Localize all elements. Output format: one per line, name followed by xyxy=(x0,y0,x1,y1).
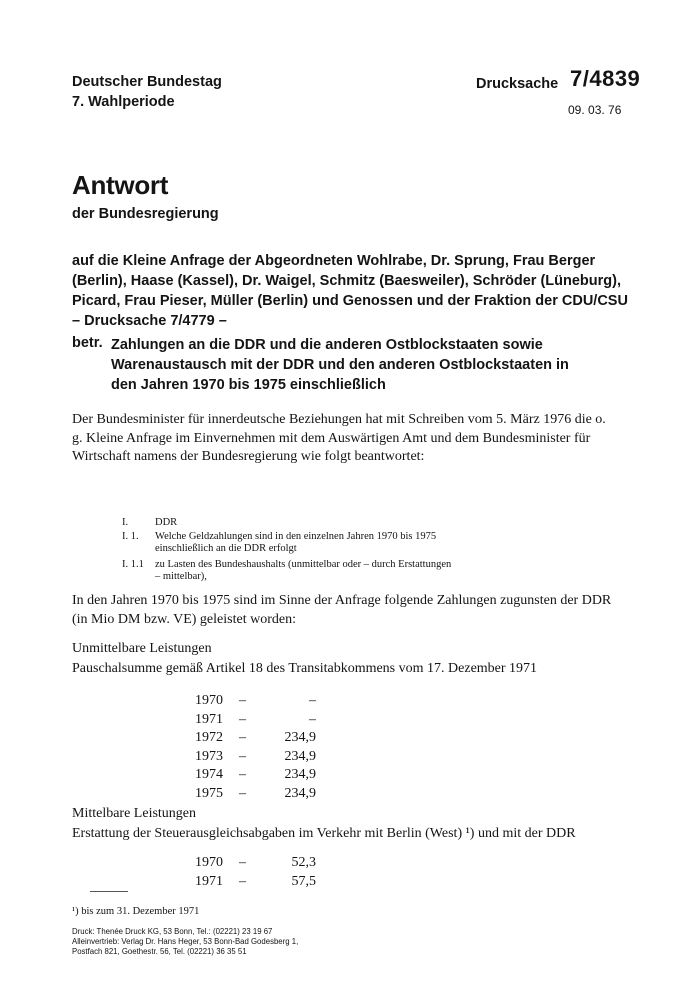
doc-label: Drucksache xyxy=(476,76,559,92)
value-cell: 52,3 xyxy=(291,855,316,871)
section-heading-direct: Unmittelbare Leistungen xyxy=(72,641,212,656)
question-text: Welche Geldzahlungen sind in den einzelnen Jahren 1970 bis 1975 einschließlich an die DDR erfolgt xyxy=(155,531,437,554)
question-text: zu Lasten des Bundeshaushalts (unmittelbar oder – durch Erstattungen – mittelbar), xyxy=(155,559,452,582)
value-cell: 234,9 xyxy=(284,730,316,746)
year-cell: 1974 xyxy=(195,767,223,783)
page-subtitle: der Bundesregierung xyxy=(72,206,219,222)
dash-cell: – xyxy=(239,855,246,871)
payments-table-indirect xyxy=(195,854,316,891)
answer-paragraph: Der Bundesminister für innerdeutsche Beziehungen hat mit Schreiben vom 5. März 1976 die o. g. Kleine Anfrage im Einvernehmen mit dem Auswärtigen Amt und dem Bundesminister für Wirtschaft namens der Bundesregierung wie folgt beantwortet: xyxy=(72,412,606,465)
question-number: I. 1.1 xyxy=(122,559,144,570)
dash-cell: – xyxy=(239,748,246,764)
payments-table-direct xyxy=(195,692,316,803)
section-description-indirect: Erstattung der Steuerausgleichsabgaben im Verkehr mit Berlin (West) ¹) und mit der DDR xyxy=(72,826,576,841)
dash-cell: – xyxy=(239,693,246,709)
intro-text: auf die Kleine Anfrage der Abgeordneten Wohlrabe, Dr. Sprung, Frau Berger (Berlin), Haase (Kassel), Dr. Waigel, Schmitz (Baesweiler), Schröder (Lüneburg), Picard, Frau Pieser, Müller (Berlin) und Genossen und der Fraktion der CDU/CSU – Drucksache 7/4779 – xyxy=(72,253,628,329)
question-text: DDR xyxy=(155,517,178,528)
subject-label: betr. xyxy=(72,335,103,351)
value-cell: 234,9 xyxy=(284,767,316,783)
dash-cell: – xyxy=(239,730,246,746)
value-cell: 57,5 xyxy=(291,873,316,889)
page-title: Antwort xyxy=(72,170,169,200)
footnote-divider xyxy=(90,891,128,892)
institution: Deutscher Bundestag xyxy=(72,74,222,90)
table-row xyxy=(195,711,316,730)
dash-cell: – xyxy=(239,873,246,889)
value-cell: – xyxy=(309,693,316,709)
table-row xyxy=(195,729,316,748)
address-line: Postfach 821, Goethestr. 56, Tel. (02221) 36 35 51 xyxy=(72,946,247,956)
table-row xyxy=(195,785,316,804)
table-row xyxy=(195,766,316,785)
subject-text: Zahlungen an die DDR und die anderen Ostblockstaaten sowie Warenaustausch mit der DDR und den anderen Ostblockstaaten in den Jahren 1970 bis 1975 einschließlich xyxy=(111,337,569,393)
question-number: I. 1. xyxy=(122,531,139,542)
value-cell: 234,9 xyxy=(284,748,316,764)
section-heading-indirect: Mittelbare Leistungen xyxy=(72,806,197,821)
value-cell: 234,9 xyxy=(284,785,316,801)
legislative-period: 7. Wahlperiode xyxy=(72,94,175,110)
year-cell: 1971 xyxy=(195,711,223,727)
value-cell: – xyxy=(309,711,316,727)
year-cell: 1973 xyxy=(195,748,223,764)
year-cell: 1971 xyxy=(195,873,223,889)
printer-line: Druck: Thenée Druck KG, 53 Bonn, Tel.: (02221) 23 19 67 xyxy=(72,927,273,936)
distributor-line: Alleinvertrieb: Verlag Dr. Hans Heger, 53 Bonn-Bad Godesberg 1, xyxy=(72,936,299,946)
table-row xyxy=(195,692,316,711)
footnote: ¹) bis zum 31. Dezember 1971 xyxy=(72,906,200,917)
table-row xyxy=(195,748,316,767)
table-row xyxy=(195,854,316,873)
dash-cell: – xyxy=(239,711,246,727)
doc-number: 7/4839 xyxy=(570,66,641,91)
year-cell: 1975 xyxy=(195,785,223,801)
dash-cell: – xyxy=(239,785,246,801)
printer-info xyxy=(72,927,298,956)
year-cell: 1972 xyxy=(195,730,223,746)
table-row xyxy=(195,873,316,892)
year-cell: 1970 xyxy=(195,855,223,871)
doc-date: 09. 03. 76 xyxy=(568,103,622,117)
dash-cell: – xyxy=(239,767,246,783)
header-left xyxy=(72,72,222,112)
question-number: I. xyxy=(122,517,129,528)
year-cell: 1970 xyxy=(195,693,223,709)
payments-paragraph: In den Jahren 1970 bis 1975 sind im Sinne der Anfrage folgende Zahlungen zugunsten der DDR (in Mio DM bzw. VE) geleistet worden: xyxy=(72,593,612,627)
section-description-direct: Pauschalsumme gemäß Artikel 18 des Transitabkommens vom 17. Dezember 1971 xyxy=(72,661,538,676)
